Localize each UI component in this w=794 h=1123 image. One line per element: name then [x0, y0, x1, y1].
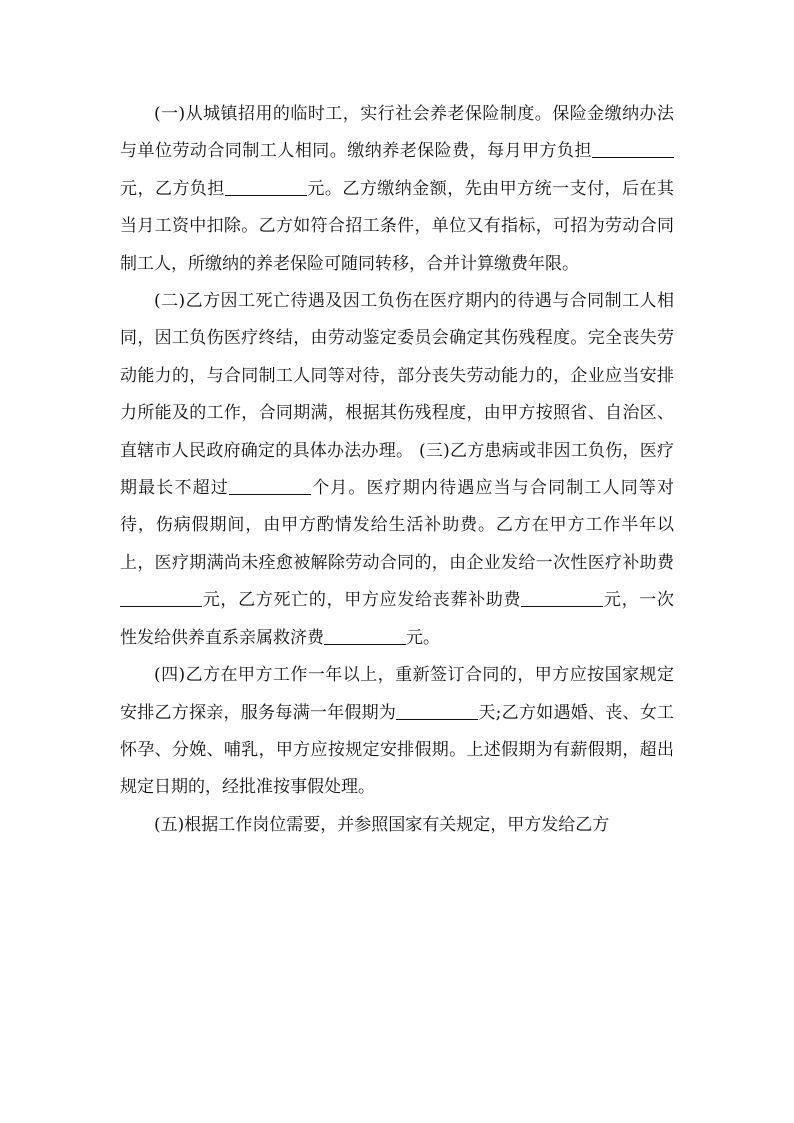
blank-field [396, 702, 478, 720]
text-segment: 天;乙方如遇婚、丧、女工怀孕、分娩、哺乳，甲方应按规定安排假期。上述假期为有薪假期，超出规定日期的，经批准按事假处理。 [120, 702, 674, 798]
text-segment: 元，乙方死亡的，甲方应发给丧葬补助费 [202, 590, 522, 611]
text-segment: (五)根据工作岗位需要，并参照国家有关规定，甲方发给乙方 [154, 814, 610, 835]
text-segment: (一)从城镇招用的临时工，实行社会养老保险制度。保险金缴纳办法与单位劳动合同制工人相同。缴纳养老保险费，每月甲方负担 [120, 104, 674, 162]
text-segment: 元，一次性发给供养直系亲属救济费 [120, 590, 675, 648]
blank-field [592, 140, 674, 158]
blank-field [324, 627, 406, 645]
paragraph-injury-and-illness [120, 283, 674, 657]
text-segment: 元。 [406, 627, 440, 648]
text-segment: (二)乙方因工死亡待遇及因工负伤在医疗期内的待遇与合同制工人相同，因工负伤医疗终结，由劳动鉴定委员会确定其伤残程度。完全丧失劳动能力的，与合同制工人同等对待，部分丧失劳动能力的，企业应当安排力所能及的工作，合同期满，根据其伤残程度，由甲方按照省、自治区、直辖市人民政府确定的具体办法办理。 (三)乙方患病或非因工负伤，医疗期最长不超过 [120, 291, 674, 499]
paragraph-home-leave [120, 657, 674, 807]
blank-field [120, 589, 202, 607]
text-segment: 个月。医疗期内待遇应当与合同制工人同等对待，伤病假期间，由甲方酌情发给生活补助费。乙方在甲方工作半年以上，医疗期满尚未痊愈被解除劳动合同的，由企业发给一次性医疗补助费 [120, 478, 675, 573]
paragraph-temporary-worker-pension [120, 96, 674, 283]
text-segment: 元，乙方负担 [120, 178, 225, 199]
paragraph-job-position [120, 807, 674, 844]
blank-field [229, 477, 311, 495]
blank-field [521, 589, 603, 607]
text-segment: (四)乙方在甲方工作一年以上，重新签订合同的，甲方应按国家规定安排乙方探亲，服务每满一年假期为 [120, 665, 674, 723]
blank-field [225, 178, 307, 196]
text-segment: 元。乙方缴纳金额，先由甲方统一支付，后在其当月工资中扣除。乙方如符合招工条件，单位又有指标，可招为劳动合同制工人，所缴纳的养老保险可随同转移，合并计算缴费年限。 [120, 178, 675, 274]
